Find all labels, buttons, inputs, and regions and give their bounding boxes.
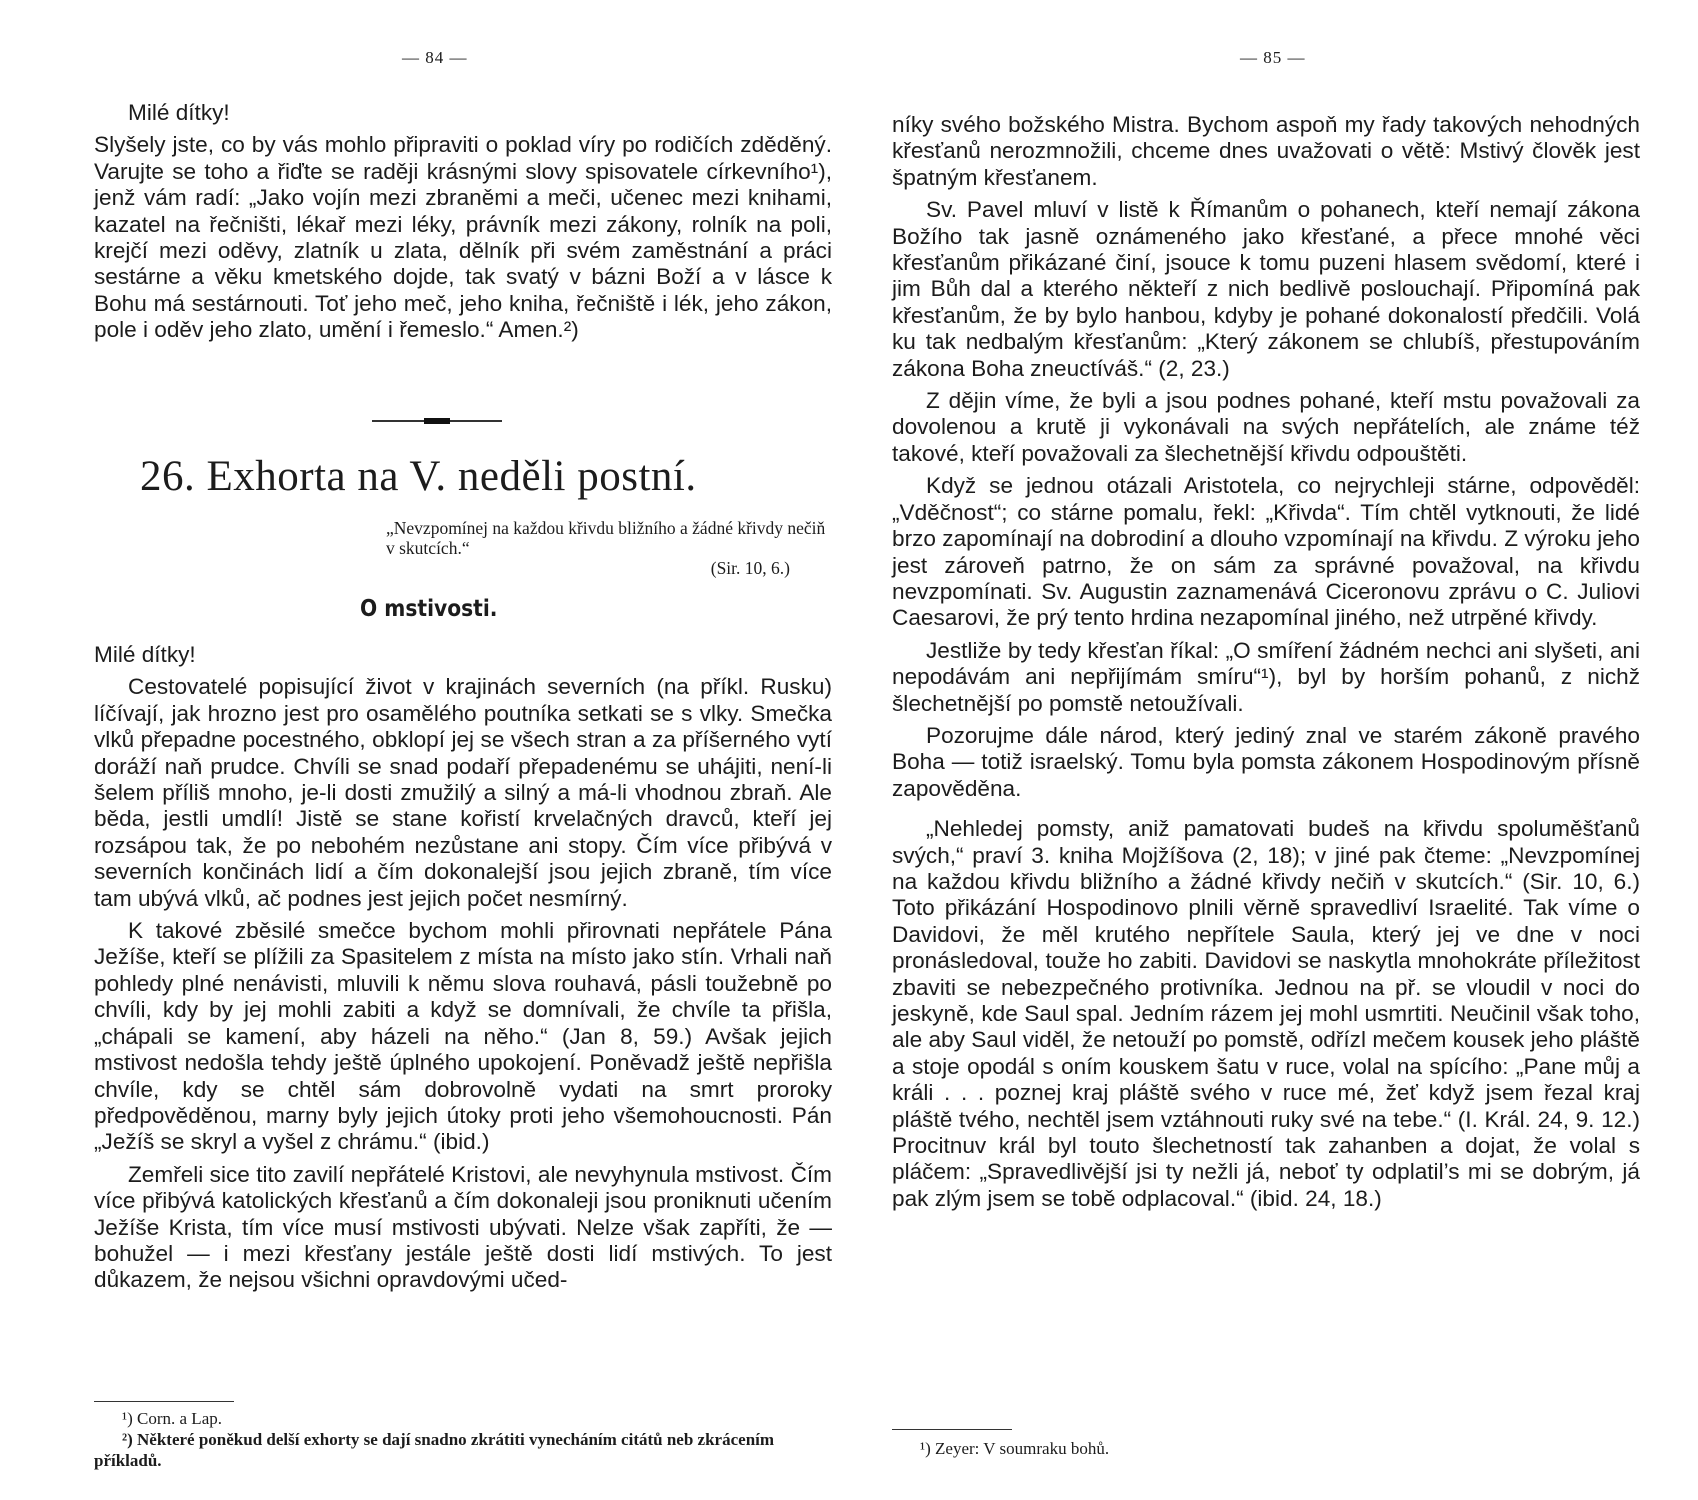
paragraph: K takové zběsilé smečce bychom mohli přirovnati nepřátele Pána Ježíše, kteří se plížili za Spasitelem z místa na místo jako stín. Vrhali naň pohledy plné nenávisti, mluvili k němu slova rouhavá, pásli toužebně po chvíli, kdy by jej mohli zabiti a když se domnívali, že chvíle ta přišla, „chápali se kamení, aby házeli na něho.“ (Jan 8, 59.) Avšak jejich mstivost nedošla tehdy ještě úplného upokojení. Poněvadž ještě nepřišla chvíle, kdy se chtěl sám dobrovolně vydati na smrt proroky předpověděnou, marny byly jejich útoky proti jeho všemohoucnosti. Pán „Ježíš se skryl a vyšel z chrámu.“ (ibid.) — [94, 918, 832, 1155]
footnote: ¹) Corn. a Lap. — [122, 1409, 222, 1428]
epigraph-quote: „Nevzpomínej na každou křivdu bližního a žádné křivdy nečiň v skutcích.“ — [386, 518, 826, 558]
footnote-rule — [94, 1401, 234, 1402]
left-opening-text — [94, 100, 832, 344]
greeting: Milé dítky! — [94, 642, 196, 667]
paragraph: Z dějin víme, že byli a jsou podnes pohané, kteří mstu považovali za dovolenou a krutě ji vykonávali na svých nepřátelích, ale známe též takové, kteří považovali za šlechetnější křivdu odpouštěti. — [892, 388, 1640, 466]
section-title: 26. Exhorta na V. neděli postní. — [140, 453, 697, 500]
footnote: ²) Některé poněkud delší exhorty se dají snadno zkrátiti vynecháním citátů neb zkrácením příkladů. — [94, 1430, 775, 1470]
page-number-right: — 85 — — [1240, 48, 1306, 67]
paragraph: Pozorujme dále národ, který jediný znal ve starém zákoně pravého Boha — totiž israelský. Tomu byla pomsta zákonem Hospodinovým přísně zapověděna. — [892, 722, 1640, 801]
greeting: Milé dítky! — [128, 100, 230, 125]
left-body-text — [94, 642, 832, 1294]
right-body-text — [892, 112, 1640, 1212]
paragraph: Jestliže by tedy křesťan říkal: „O smíření žádném nechci ani slyšeti, ani nepodávám ani nepřijímám smíru“¹), byl by horším pohanů, z nichž šlechetnější po pomstě netoužívali. — [892, 637, 1640, 716]
footnote: ¹) Zeyer: V soumraku bohů. — [920, 1439, 1110, 1458]
section-subtitle: O mstivosti. — [360, 596, 498, 622]
paragraph: „Nehledej pomsty, aniž pamatovati budeš na křivdu spoluměšťanů svých,“ praví 3. kniha Mojžíšova (2, 18); v jiné pak čteme: „Nevzpomínej na každou křivdu bližního a žádné křivdy nečiň v skutcích.“ (Sir. 10, 6.) Toto přikázání Hospodinovo plnili věrně spravedliví Israelité. Tak víme o Davidovi, že měl krutého nepřítele Saula, který jej ve dne v noci pronásledoval, touže ho zabiti. Davidovi se naskytla mnohokráte příležitost zbaviti se nebezpečného protivníka. Jednou na př. se vloudil v noci do jeskyně, kde Saul spal. Jedním rázem jej mohl usmrtiti. Neučinil však toho, ale aby Saul viděl, že netouží po pomstě, odřízl mečem kousek jeho pláště a stoje opodál s oním kouskem šatu v ruce, volal na spícího: „Pane můj a králi . . . poznej kraj pláště svého v ruce mé, žeť když jsem řezal kraj pláště tvého, nechtěl jsem vztáhnouti ruky své na tebe.“ (I. Král. 24, 9. 12.) Procitnuv král byl touto šlechetností tak zahanben a dojat, že volal s pláčem: „Spravedlivější jsi ty nežli já, neboť ty odplatil’s mi se dobrým, já pak zlým jsem se tobě odplacoval.“ (ibid. 24, 18.) — [892, 816, 1640, 1211]
paragraph: Sv. Pavel mluví v listě k Římanům o pohanech, kteří nemají zákona Božího tak jasně oznámeného jako křesťané, a přece mnohé věci křesťanům přikázané činí, jsouce k tomu puzeni hlasem svědomí, které i jim Bůh dal a kterého někteří z nich bedlivě poslouchají. Připomíná pak křesťanům, že by bylo hanbou, kdyby je pohané dokonalostí předčili. Volá ku tak nedbalým křesťanům: „Který zákonem se chlubíš, přestupováním zákona Boha zneuctíváš.“ (2, 23.) — [892, 197, 1640, 381]
section-separator — [372, 417, 502, 425]
page-number-left: — 84 — — [402, 48, 468, 67]
epigraph-source: (Sir. 10, 6.) — [710, 558, 790, 578]
paragraph: Zemřeli sice tito zavilí nepřátelé Kristovi, ale nevyhynula mstivost. Čím více přibývá katolických křesťanů a čím dokonaleji jsou proniknuti učením Ježíše Krista, tím více musí mstivosti ubývati. Nelze však zapříti, že — bohužel — i mezi křesťany jestále ještě dosti lidí mstivých. To jest důkazem, že nejsou všichni opravdovými učed- — [94, 1161, 832, 1293]
paragraph: níky svého božského Mistra. Bychom aspoň my řady takových nehodných křesťanů nerozmnožili, chceme dnes uvažovati o větě: Mstivý člověk jest špatným křesťanem. — [892, 112, 1640, 190]
right-page — [860, 0, 1698, 1500]
epigraph — [386, 518, 838, 578]
paragraph: Když se jednou otázali Aristotela, co nejrychleji stárne, odpověděl: „Vděčnost“; co stárne pomalu, řekl: „Křivda“. Tím chtěl vytknouti, že lidé brzo zapomínají na dobrodiní a dlouho vzpomínají na křivdu. Z výroku jeho jest zároveň patrno, že on sám za správné považoval, na křivdu nevzpomínati. Sv. Augustin zaznamenává Ciceronovu zprávu o C. Juliovi Caesarovi, že prý tento hrdina nezapomínal jiného, než utrpěné křivdy. — [892, 473, 1640, 631]
footnote-rule — [892, 1429, 1012, 1430]
paragraph: Slyšely jste, co by vás mohlo připraviti o poklad víry po rodičích zděděný. Varujte se toho a řiďte se raději krásnými slovy spisovatele církevního¹), jenž vám radí: „Jako vojín mezi zbraněmi a meči, učenec mezi knihami, kazatel na řečništi, lékař mezi léky, právník mezi zákony, rolník na poli, krejčí mezi oděvy, zlatník u zlata, dělník při svém zaměstnání a práci sestárne a věku kmetského dojde, tak svatý v bázni Boží a v lásce k Bohu má sestárnouti. Toť jeho meč, jeho kniha, řečniště i lék, jeho zákon, pole i oděv jeho zlato, umění i řemeslo.“ Amen.²) — [94, 132, 832, 343]
paragraph: Cestovatelé popisující život v krajinách severních (na příkl. Rusku) líčívají, jak hrozno jest pro osamělého poutníka setkati se s vlky. Smečka vlků přepadne pocestného, obklopí jej se všech stran a za příšerného vytí doráží naň prudce. Chvíli se snad podaří přepadenému se uhájiti, není-li šelem příliš mnoho, je-li dosti zmužilý a silný a má-li vhodnou zbraň. Ale běda, jestli umdlí! Jistě se stane kořistí krvelačných dravců, kteří jej rozsápou tak, že po nebohém nezůstane ani stopy. Čím více přibývá v severních končinách lidí a čím dokonalejší jsou jejich zbraně, tím více tam ubývá vlků, ač podnes jest jejich počet nesmírný. — [94, 674, 832, 911]
